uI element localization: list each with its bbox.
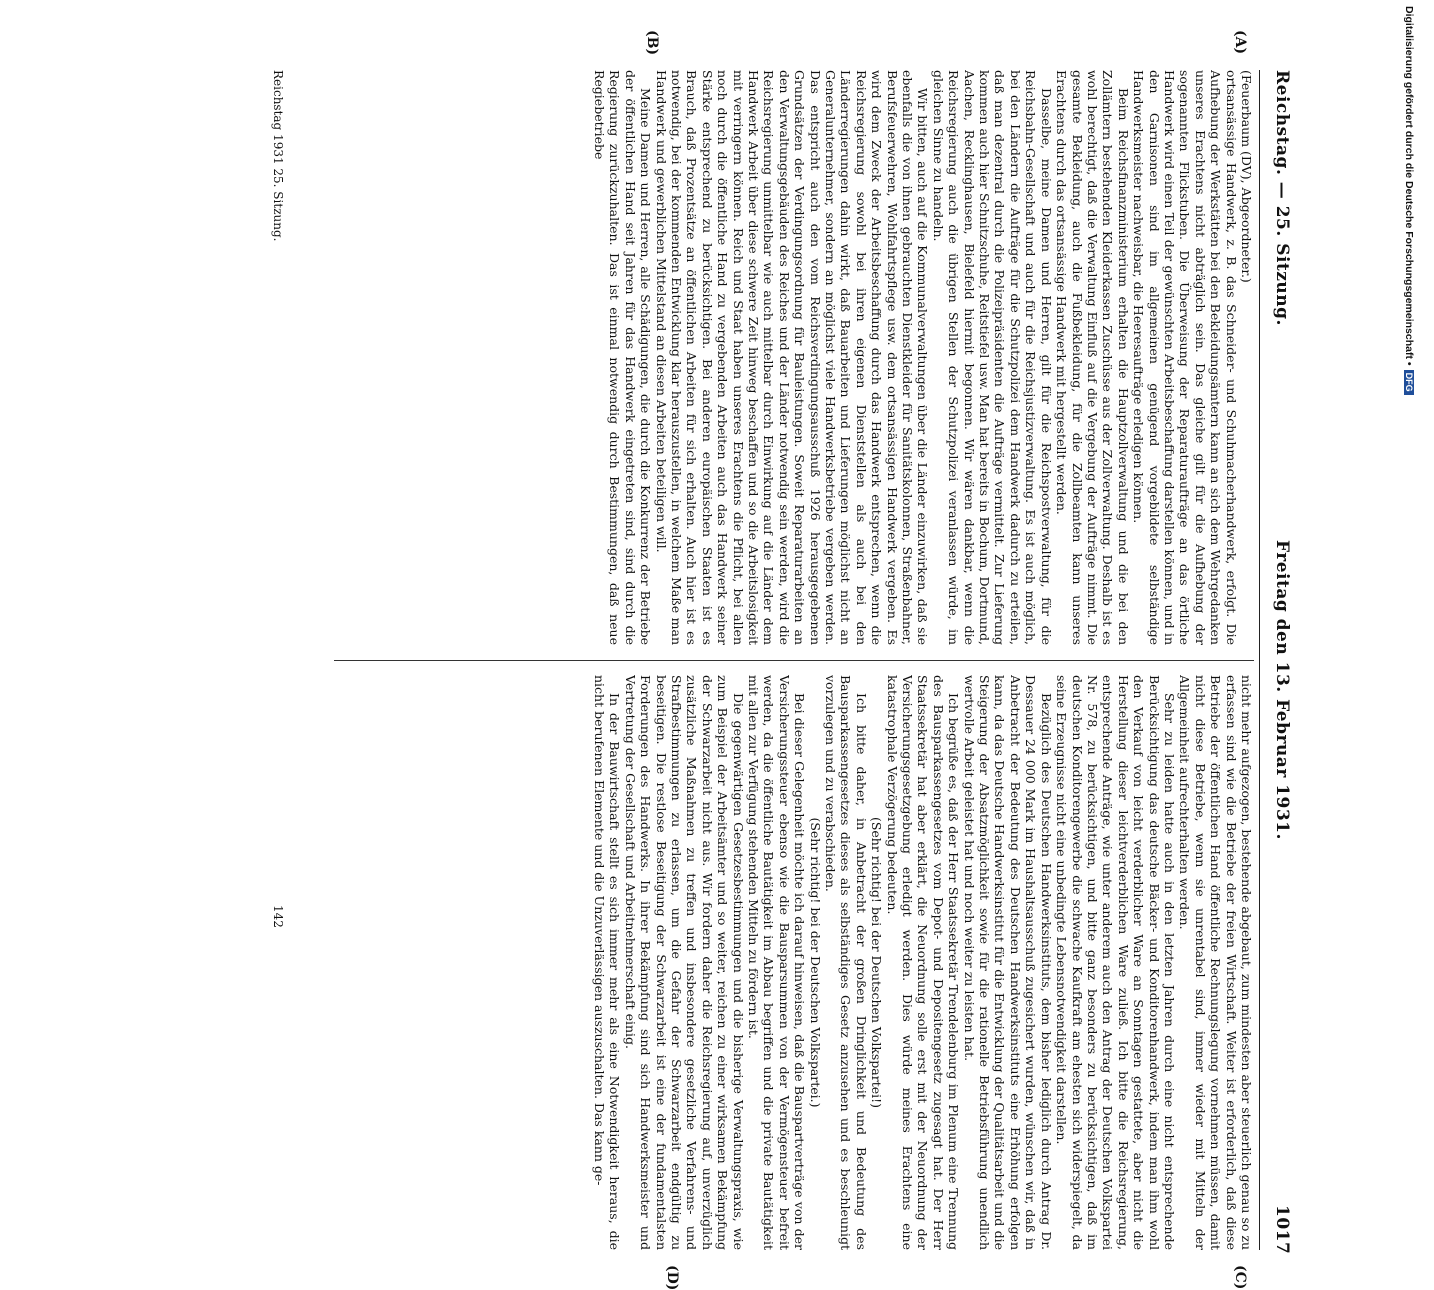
- paragraph: Ich bitte daher, in Anbetracht der großen Dringlichkeit und Bedeutung des Bausparkassengesetzes dieses als selbständiges Gesetz anzusehen und es beschleunigt vorzulegen und zu verabschieden.: [823, 675, 869, 1250]
- page-number: 1017: [1272, 1205, 1292, 1255]
- paragraph: Die gegenwärtigen Gesetzesbestimmungen und die bisherige Verwaltungspraxis, wie zum Beispiel der Arbeitsämter und so weiter, reichen zu einer wirksamen Bekämpfung der Schwarzarbeit nicht aus. Wir fordern daher die Reichsregierung auf, unverzüglich zusätzliche Maßnahmen zu treffen und insbesondere gesetzliche Verfahrens- und Strafbestimmungen zu erlassen, um die Gefahr der Schwarzarbeit endgültig zu beseitigen. Die restlose Beseitigung der Schwarzarbeit ist eine der fundamentalsten Forderungen des Handwerks. In ihrer Bekämpfung sind sich Handwerksmeister und Vertretung der Gesellschaft und Arbeitnehmerschaft einig.: [622, 675, 746, 1250]
- margin-label-c: (C): [1232, 1265, 1248, 1290]
- paragraph: Meine Damen und Herren, alle Schädigungen, die durch die Konkurrenz der Betriebe der öffentlichen Hand seit Jahren für das Handwerk eingetreten sind, sind durch die Regierung zurückzuhalten. Das ist einmal notwendig durch Bestimmungen, daß neue Regiebetriebe: [591, 70, 654, 645]
- paragraph: Sehr zu leiden hatte auch in den letzten Jahren durch eine nicht entsprechende Berücksichtigung das deutsche Bäcker- und Konditorenhandwerk, indem man ihm wohl den Verkauf von leicht verderblicher Ware an Sonntagen gestattete, aber nicht die Herstellung dieser leichtverderblichen Ware zuließ. Ich bitte die Reichsregierung, entsprechende Anträge, wie unter anderem auch den Antrag der Deutschen Volkspartei Nr. 578, zu berücksichtigen, und bitte ganz besonders zu berücksichtigen, daß im deutschen Konditorengewerbe die schwache Kaufkraft am ehesten sich widerspiegelt, da seine Erzeugnisse nicht eine unbedingte Lebensnotwendigkeit darstellen.: [1054, 675, 1177, 1250]
- margin-label-b: (B): [644, 30, 660, 56]
- margin-label-d: (D): [664, 1265, 680, 1290]
- paragraph: Beim Reichsfinanzministerium erhalten die Hauptzollverwaltung und die bei den Zollämtern bestehenden Kleiderkassen Zuschüsse aus der Zollverwaltung. Deshalb ist es wohl berechtigt, daß die Verwaltung Einfluß auf die Vergebung der Aufträge nimmt. Die gesamte Bekleidung, auch die Fußbekleidung, für die Zollbeamten kann unseres Erachtens durch das ortsansässige Handwerk mit hergestellt werden.: [1054, 70, 1131, 645]
- rotated-page-content: [70, 0, 1320, 1290]
- paragraph: Dasselbe, meine Damen und Herren, gilt für die Reichspostverwaltung, für die Reichsbahn-Gesellschaft und auch für die Reichsjustizverwaltung. Es ist auch möglich, bei den Ländern die Aufträge für die Schutzpolizei dem Handwerk dadurch zu erteilen, daß man dezentral durch die Polizeipräsidenten die Aufträge vermittelt. Zur Lieferung kommen auch hier Schnitzschuhe, Reitstiefel usw. Man hat bereits in Bochum, Dortmund, Aachen, Recklinghausen, Bielefeld hiermit begonnen. Wir wären dankbar, wenn die Reichsregierung auch die übrigen Stellen der Schutzpolizei veranlassen würde, im gleichen Sinne zu handeln.: [930, 70, 1054, 645]
- digitization-credit: [1399, 6, 1415, 606]
- footer-page-signature: 142: [271, 905, 285, 928]
- interjection: (Sehr richtig! bei der Deutschen Volkspartei.): [807, 817, 823, 1108]
- interjection: (Sehr richtig! bei der Deutschen Volkspartei!): [869, 816, 885, 1109]
- paragraph: Bezüglich des Deutschen Handwerksinstituts, dem bisher lediglich durch Antrag Dr. Dessauer 24 000 Mark im Haushaltsausschuß zugesichert wurden, wünschen wir, daß in Anbetracht der Bedeutung des Deutschen Handwerksinstituts eine Erhöhung erfolgen kann, da das Deutsche Handwerksinstitut für die Entwicklung der Qualitätsarbeit und die Steigerung der Absatzmöglichkeit sowie für die rationelle Betriebsführung unendlich wertvolle Arbeit geleistet hat und noch weiter zu leisten hat.: [961, 675, 1054, 1250]
- paragraph: Wir bitten, auch auf die Kommunalverwaltungen über die Länder einzuwirken, daß sie ebenfalls die von ihnen gebrauchten Dienstkleider für Sanitätskolonnen, Straßenbahner, Berufsfeuerwehren, Wohlfahrtspflege usw. dem ortsansässigen Handwerk vergeben. Es wird dem Zweck der Arbeitsbeschaffung durch das Handwerk entsprechen, wenn die Reichsregierung sowohl bei ihren eigenen Dienststellen als auch bei den Länderregierungen dahin wirkt, daß Bauarbeiten und Lieferungen möglichst nicht an Generalunternehmer, sondern an möglichst viele Handwerksbetriebe vergeben werden. Das entspricht auch den vom Reichsverdingungsausschuß 1926 herausgegebenen Grundsätzen der Verdingungsordnung für Bauleistungen. Soweit Reparaturarbeiten an den Verwaltungsgebäuden des Reiches und der Länder notwendig sein werden, wird die Reichsregierung unmittelbar wie auch mittelbar durch Einwirkung auf die Länder dem Handwerk Arbeit über diese schwere Zeit hinweg beschaffen und so die Arbeitslosigkeit mit verringern können. Reich und Staat haben unseres Erachtens die Pflicht, bei allen noch durch die öffentliche Hand zu vergebenden Arbeiten auch das Handwerk seiner Stärke entsprechend zu berücksichtigen. Bei anderen europäischen Staaten ist es Brauch, daß Prozentsätze an öffentlichen Arbeiten für sich erhalten. Auch hier ist es notwendig, bei der kommenden Entwicklung klar herauszustellen, in welchem Maße man Handwerk und gewerblichen Mittelstand an diesen Arbeiten beteiligen will.: [653, 70, 931, 645]
- margin-label-a: (A): [1232, 30, 1248, 55]
- paragraph: ortsansässige Handwerk, z. B. das Schneider- und Schuhmacherhandwerk, erfolgt. Die Aufhebung der Werkstätten bei den Bekleidungsämtern kann an sich dem Wehrgedanken unseres Erachtens nicht abträglich sein. Das gleiche gilt für die Aufhebung der sogenannten Flickstuben. Die Überweisung der Reparaturaufträge an das örtliche Handwerk wird einen Teil der gewünschten Arbeitsbeschaffung darstellen können, und in den Garnisonen sind im allgemeinen genügend vorgebildete selbständige Handwerksmeister nachweisbar, die Heeresaufträge erledigen können.: [1131, 70, 1239, 645]
- paragraph: In der Bauwirtschaft stellt es sich immer mehr als eine Notwendigkeit heraus, die nicht berufenen Elemente und die Unzuverlässigen auszuschalten. Das kann ge-: [591, 675, 623, 1250]
- credit-text: Digitalisierung gefördert durch die Deutsche Forschungsgemeinschaft •: [1403, 6, 1415, 366]
- paragraph: Bei dieser Gelegenheit möchte ich darauf hinweisen, daß die Bauspartverträge von der Versicherungssteuer ebenso wie die Bausparsummen von der Vermögensteuer befreit werden, da die öffentliche Bautätigkeit im Abbau begriffen und die private Bautätigkeit mit allen zur Verfügung stehenden Mitteln zu fördern ist.: [746, 675, 808, 1250]
- speaker-line: (Feuerbaum (DV), Abgeordneter.): [1239, 70, 1254, 283]
- right-column: [294, 675, 1254, 1250]
- paragraph: nicht mehr aufgezogen, bestehende abgebaut, zum mindesten aber steuerlich genau so zu erfassen sind wie die Betriebe der freien Wirtschaft. Weiter ist erforderlich, daß diese Betriebe der öffentlichen Hand öffentliche Rechnungslegung vornehmen müssen, damit nicht diese Betriebe, wenn sie unrentabel sind, immer wieder mit Mitteln der Allgemeinheit aufrechterhalten werden.: [1177, 675, 1254, 1250]
- paragraph: Ich begrüße es, daß der Herr Staatssekretär Trendelenburg im Plenum eine Trennung des Bausparkassengesetzes vom Depot- und Depositengesetz zugesagt hat. Der Herr Staatssekretär hat aber erklärt, die Neuordnung solle erst mit der Neuordnung der Versicherungsgesetzgebung erledigt werden. Dies würde meines Erachtens eine katastrophale Verzögerung bedeuten.: [884, 675, 962, 1250]
- header-date: Freitag den 13. Februar 1931.: [1272, 540, 1292, 840]
- footer-left: Reichstag 1931 25. Sitzung.: [271, 70, 285, 242]
- left-column: [294, 70, 1254, 645]
- header-left: Reichstag. — 25. Sitzung.: [1272, 70, 1292, 326]
- dfg-logo: DFG: [1404, 370, 1414, 395]
- column-divider: [334, 660, 1254, 661]
- page-header: [1259, 70, 1300, 1255]
